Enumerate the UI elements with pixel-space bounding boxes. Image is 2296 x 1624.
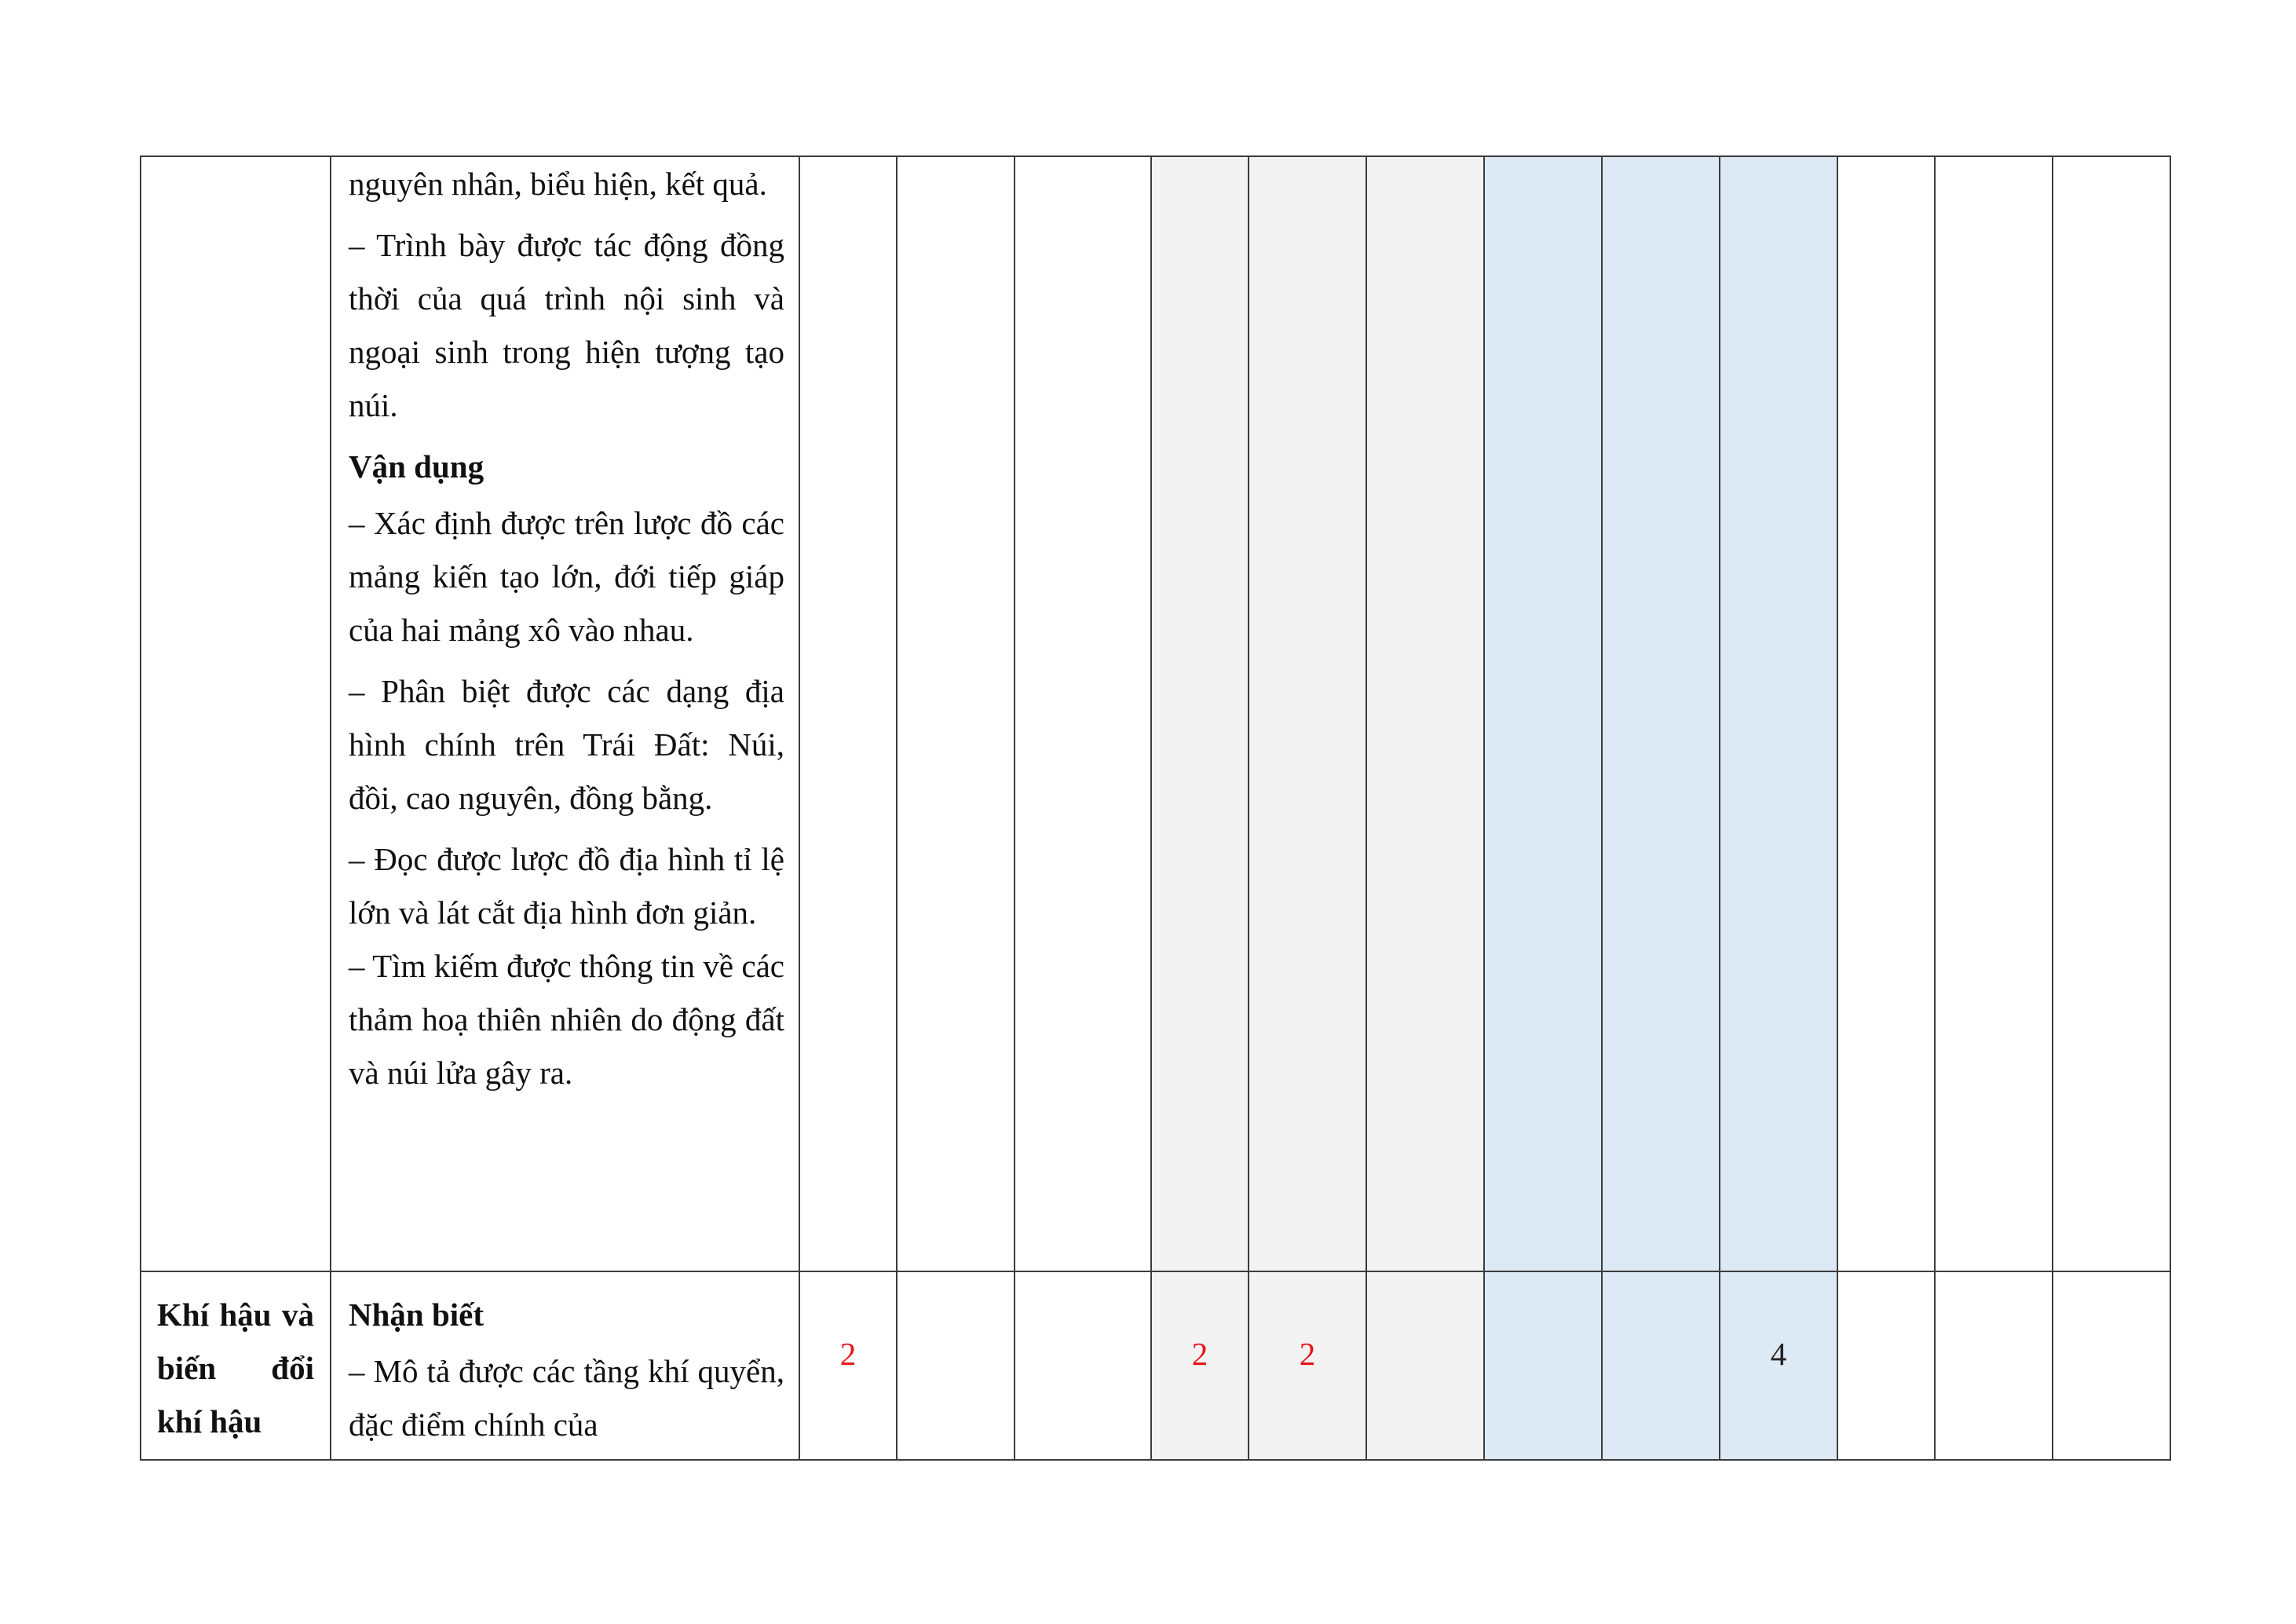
table-row: [141, 1271, 2170, 1460]
level-heading: Nhận biết: [349, 1297, 484, 1333]
count-cell: 2: [1151, 1271, 1249, 1460]
level-heading: Vận dụng: [349, 448, 484, 485]
content-cell: [331, 156, 799, 1271]
count-cell: [1935, 1271, 2053, 1460]
count-cell: [799, 156, 897, 1271]
content-paragraph: – Phân biệt được các dạng địa hình chính trên Trái Đất: Núi, đồi, cao nguyên, đồng bằng.: [349, 673, 784, 816]
count-cell: 4: [1720, 1271, 1837, 1460]
content-paragraph: – Xác định được trên lược đồ các mảng kiến tạo lớn, đới tiếp giáp của hai mảng xô vào nhau.: [349, 505, 784, 648]
count-cell: [1366, 156, 1484, 1271]
content-paragraph: – Mô tả được các tầng khí quyển, đặc điểm chính của: [349, 1353, 784, 1443]
topic-cell: [141, 1271, 331, 1460]
count-cell: [1837, 156, 1935, 1271]
content-cell: [331, 1271, 799, 1460]
topic-cell: [141, 156, 331, 1271]
count-cell: [2053, 156, 2170, 1271]
topic-label: Khí hậu và biến đổi khí hậu: [157, 1297, 314, 1439]
content-paragraph: – Đọc được lược đồ địa hình tỉ lệ lớn và lát cắt địa hình đơn giản.: [349, 841, 784, 931]
assessment-matrix-table: [140, 155, 2171, 1461]
count-cell: 2: [1249, 1271, 1366, 1460]
count-cell: [1366, 1271, 1484, 1460]
count-cell: 2: [799, 1271, 897, 1460]
count-cell: [1249, 156, 1366, 1271]
count-cell: [1602, 156, 1720, 1271]
count-cell: [897, 1271, 1015, 1460]
table-row: [141, 156, 2170, 1271]
count-cell: [2053, 1271, 2170, 1460]
count-cell: [1935, 156, 2053, 1271]
count-cell: [1015, 156, 1151, 1271]
count-cell: [1720, 156, 1837, 1271]
count-cell: [897, 156, 1015, 1271]
count-cell: [1151, 156, 1249, 1271]
count-cell: [1484, 1271, 1602, 1460]
count-cell: [1015, 1271, 1151, 1460]
count-cell: [1484, 156, 1602, 1271]
content-paragraph: – Tìm kiếm được thông tin về các thảm hoạ thiên nhiên do động đất và núi lửa gây ra.: [349, 948, 784, 1091]
count-cell: [1602, 1271, 1720, 1460]
content-paragraph: nguyên nhân, biểu hiện, kết quả.: [349, 166, 767, 202]
count-cell: [1837, 1271, 1935, 1460]
content-paragraph: – Trình bày được tác động đồng thời của quá trình nội sinh và ngoại sinh trong hiện tượng tạo núi.: [349, 227, 784, 423]
